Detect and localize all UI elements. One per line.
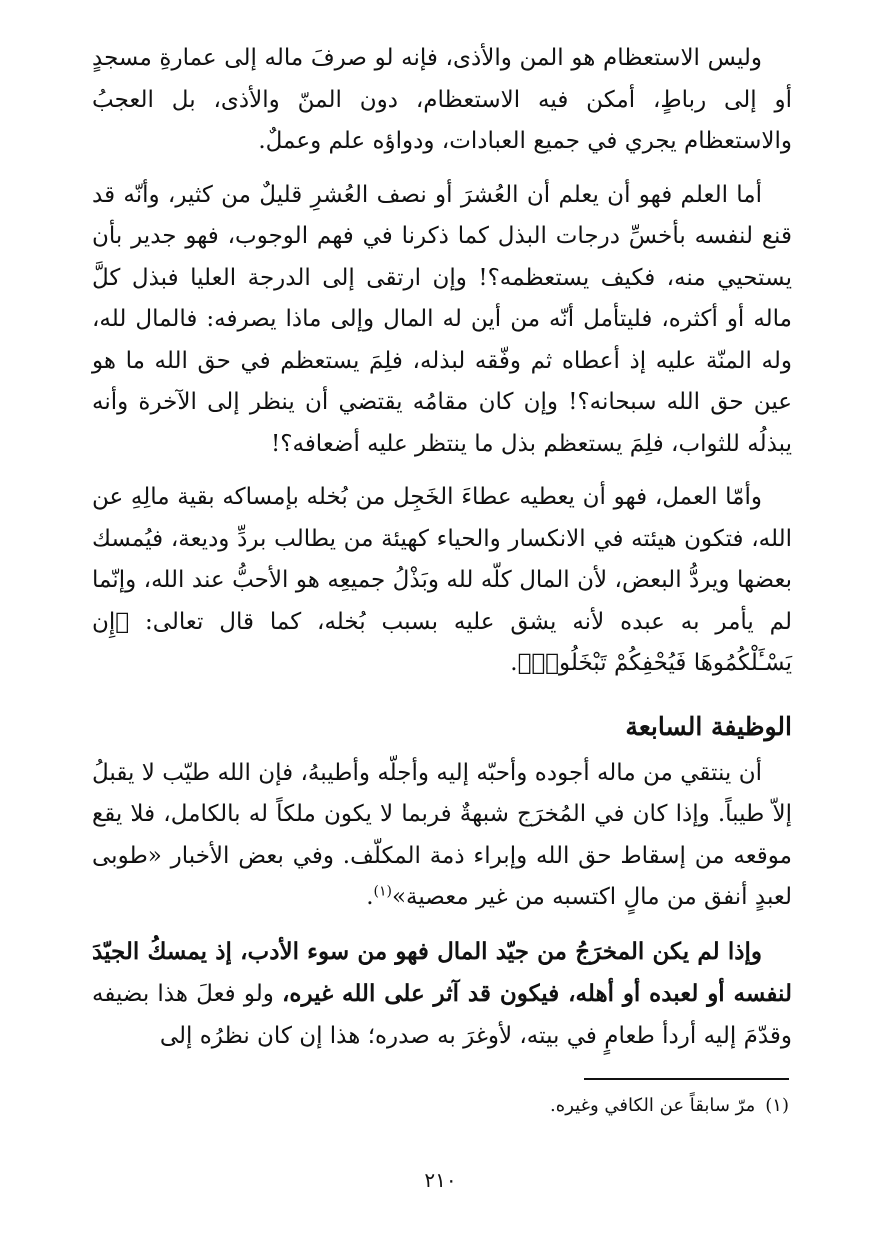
paragraph-4-text: أن ينتقي من ماله أجوده وأحبّه إليه وأجلّه وأطيبهُ، فإن الله طيّب لا يقبلُ إلاّ طيباً. وإذا كان في المُخرَج شبهةٌ فربما لا يكون ملكاً له بالكامل، فلا يقع موقعه من إسقاط حق الله وإبراء ذمة المكلّف. وفي بعض الأخبار «طوبى لعبدٍ أنفق من مالٍ اكتسبه من غير معصية» xyxy=(92,759,792,910)
paragraph-1: وليس الاستعظام هو المن والأذى، فإنه لو صرفَ ماله إلى عمارةِ مسجدٍ أو إلى رباطٍ، أمكن فيه الاستعظام، دون المنّ والأذى، بل العجبُ والاستعظام يجري في جميع العبادات، ودواؤه علم وعملٌ. xyxy=(92,45,792,154)
footnote xyxy=(89,1092,789,1120)
paragraph-3-end: . xyxy=(510,650,518,676)
paragraph-5-rest: ولو فعلَ هذا بضيفه وقدّمَ إليه أردأ طعامٍ في بيته، لأوغرَ به صدره؛ هذا إن كان نظرُه إلى xyxy=(92,981,792,1049)
quran-verse: ﴿إِن يَسْـَٔلْكُمُوهَا فَيُحْفِكُمْ تَبْخَلُوا۟﴾ xyxy=(92,608,792,676)
page-body xyxy=(92,38,792,1069)
paragraph-3 xyxy=(92,477,792,685)
paragraph-5-bold: وإذا لم يكن المخرَجُ من جيّد المال فهو من سوء الأدب، إذ يمسكُ الجيّدَ لنفسه أو لعبده أو أهله، فيكون قد آثر على الله غيره، xyxy=(92,937,792,1007)
section-heading: الوظيفة السابعة xyxy=(625,711,792,741)
footnote-text: مرّ سابقاً عن الكافي وغيره. xyxy=(550,1095,756,1116)
paragraph-4-end: . xyxy=(366,884,374,910)
page-number: ٢١٠ xyxy=(424,1168,457,1192)
paragraph-4 xyxy=(92,753,792,919)
paragraph-2: أما العلم فهو أن يعلم أن العُشرَ أو نصف العُشرِ قليلٌ من كثير، وأنّه قد قنع لنفسه بأخسِّ درجات البذل كما ذكرنا في فهم الوجوب، فهو جدير بأن يستحيي منه، فكيف يستعظمه؟! وإن ارتقى إلى الدرجة العليا فبذل كلَّ ماله أو أكثره، فليتأمل أنّه من أين له المال وإلى ماذا يصرفه: فالمال لله، وله المنّة عليه إذ أعطاه ثم وفّقه لبذله، فلِمَ يستعظم في حق الله ما هو عين حق الله سبحانه؟! وإن كان مقامُه يقتضي أن ينظر إلى الآخرة وأنه يبذلُه للثواب، فلِمَ يستعظم بذل ما ينتظر عليه أضعافه؟! xyxy=(92,181,792,457)
footnote-number: (١) xyxy=(765,1095,789,1116)
footnote-reference[interactable]: (١) xyxy=(373,883,392,900)
paragraph-5 xyxy=(92,931,792,1058)
paragraph-3-text: وأمّا العمل، فهو أن يعطيه عطاءَ الخَجِل من بُخله بإمساكه بقية مالِهِ عن الله، فتكون هيئته في الانكسار والحياء كهيئة من يطالب بردِّ وديعة، فيُمسك بعضها ويردُّ البعض، لأن المال كلّه لله وبَذْلُ جميعِه هو الأحبُّ عند الله، وإنّما لم يأمر به عبده لأنه يشق عليه بسبب بُخله، كما قال تعالى: xyxy=(92,484,792,635)
footnote-divider xyxy=(584,1078,789,1080)
